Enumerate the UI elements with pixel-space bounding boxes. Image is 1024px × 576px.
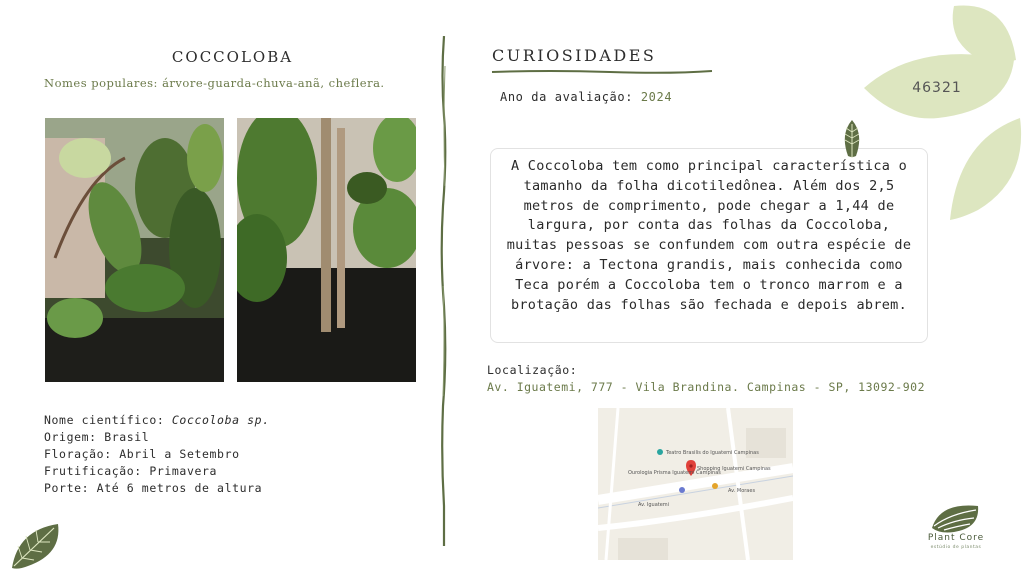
brand-tagline: estúdio de plantas <box>930 545 982 550</box>
map-pin-icon <box>657 449 663 455</box>
size-row: Porte: Até 6 metros de altura <box>44 481 263 495</box>
plant-photo-2 <box>237 118 416 382</box>
popular-names: Nomes populares: árvore-guarda-chuva-anã, cheflera. <box>44 76 385 90</box>
brand-name: Plant Core <box>927 533 985 543</box>
year-value: 2024 <box>640 90 673 104</box>
map-pin-icon <box>679 487 685 493</box>
map-label-2: Shopping Iguatemi Campinas <box>697 466 771 472</box>
curiosity-text: A Coccoloba tem como principal característica o tamanho da folha dicotiledônea. Além dos 2,5 metros de comprimento, pode chegar a 1,44 de largura, por conta das folhas da Coccoloba, muitas pessoas se confundem com outra espécie de árvore: a Tectona grandis, mais conhecida como Teca porém a Coccoloba tem o tronco marrom e a brotação das folhas são fechada e depois abrem. <box>490 148 928 343</box>
map-label-4: Av. Iguatemi <box>638 502 670 508</box>
evaluation-year: Ano da avaliação: 2024 <box>500 90 673 104</box>
origin-row: Origem: Brasil <box>44 430 150 444</box>
fruiting-row: Frutificação: Primavera <box>44 464 218 478</box>
leaf-icon <box>838 118 866 160</box>
location-label: Localização: <box>487 363 578 377</box>
title-underline <box>490 68 714 76</box>
leaf-icon <box>858 0 1024 230</box>
column-divider <box>438 36 450 546</box>
badge-code: 46321 <box>912 80 962 96</box>
map-label-3: Ourologia Prisma Iguatemi Campinas <box>628 470 721 476</box>
flowering-row: Floração: Abril a Setembro <box>44 447 240 461</box>
map-pin-icon <box>712 483 718 489</box>
scientific-name-row: Nome científico: Coccoloba sp. <box>44 413 270 427</box>
leaf-icon <box>8 520 64 572</box>
map-label-1: Teatro Brasilis do Iguatemi Campinas <box>666 450 759 456</box>
location-address[interactable]: Av. Iguatemi, 777 - Vila Brandina. Campinas - SP, 13092-902 <box>487 380 925 394</box>
location-map[interactable] <box>598 408 793 560</box>
map-label-5: Av. Moraes <box>728 488 756 494</box>
plant-photo-1 <box>45 118 224 382</box>
plant-facts <box>44 412 404 497</box>
plant-title: COCCOLOBA <box>171 48 294 66</box>
scientific-name: Coccoloba sp. <box>171 413 270 427</box>
curiosities-title: CURIOSIDADES <box>492 46 657 65</box>
